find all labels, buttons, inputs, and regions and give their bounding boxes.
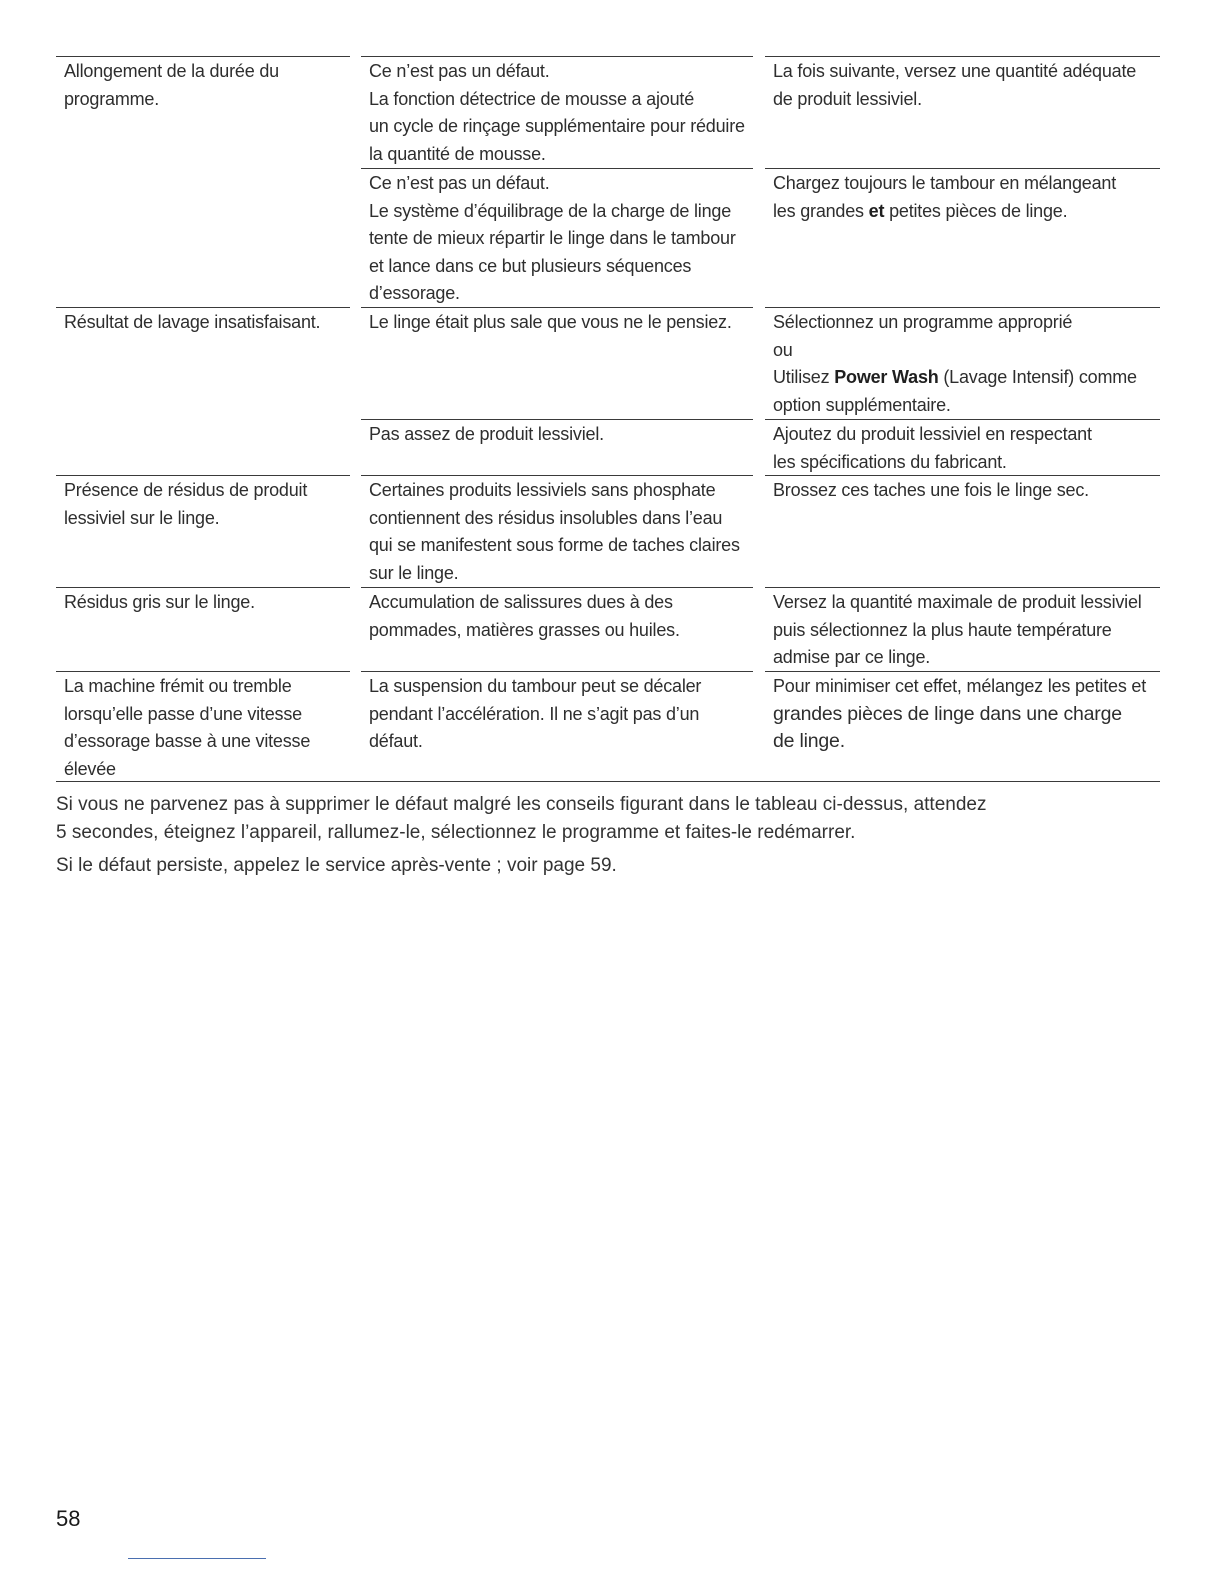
- emphasis-text: Power Wash: [834, 367, 939, 387]
- table-text: Résultat de lavage insatisfaisant.: [64, 312, 321, 332]
- note-text: Si vous ne parvenez pas à supprimer le défaut malgré les conseils figurant dans le tableau ci-dessus, attendez: [56, 794, 987, 815]
- problem-cell-duration: [56, 56, 350, 113]
- table-text: lessiviel sur le linge.: [64, 507, 220, 528]
- note-text: 5 secondes, éteignez l’appareil, rallumez-le, sélectionnez le programme et faites-le redémarrer.: [56, 821, 856, 843]
- table-text: d’essorage.: [369, 283, 460, 303]
- table-text: Chargez toujours le tambour en mélangeant: [773, 173, 1117, 193]
- table-text: Ce n’est pas un défaut.: [369, 61, 550, 81]
- note-paragraph-restart: [56, 791, 1166, 846]
- table-text: grandes pièces de linge dans une charge: [773, 702, 1122, 725]
- table-text: Pour minimiser cet effet, mélangez les petites et: [773, 676, 1147, 696]
- table-text: les grandes: [773, 200, 869, 221]
- cause-cell-dirty: [361, 307, 753, 337]
- footer-rule: [128, 1558, 266, 1559]
- table-text: tente de mieux répartir le linge dans le tambour: [369, 228, 736, 248]
- problem-cell-residue: [56, 475, 350, 532]
- note-paragraph-service: [56, 852, 1166, 880]
- table-text: Utilisez: [773, 367, 835, 387]
- table-text: pendant l’accélération. Il ne s’agit pas d’un: [369, 703, 700, 724]
- table-text: contiennent des résidus insolubles dans l’eau: [369, 507, 723, 528]
- cause-cell-vibration: [361, 671, 753, 756]
- table-text: Le linge était plus sale que vous ne le pensiez.: [369, 312, 732, 332]
- table-text: option supplémentaire.: [773, 394, 951, 415]
- table-text: Allongement de la durée du: [64, 61, 279, 81]
- remedy-cell-detergent: [765, 419, 1160, 476]
- cause-cell-foam: [361, 56, 753, 168]
- table-text: un cycle de rinçage supplémentaire pour réduire: [369, 116, 745, 136]
- table-text: Présence de résidus de produit: [64, 480, 308, 500]
- table-text: (Lavage Intensif) comme: [938, 367, 1137, 387]
- table-text: petites pièces de linge.: [884, 200, 1068, 221]
- remedy-cell-grey: [765, 587, 1160, 672]
- table-text: programme.: [64, 88, 160, 109]
- remedy-cell-foam: [765, 56, 1160, 113]
- table-text: Versez la quantité maximale de produit lessiviel: [773, 592, 1142, 612]
- problem-cell-wash-result: [56, 307, 350, 337]
- table-text: Ajoutez du produit lessiviel en respectant: [773, 424, 1092, 444]
- table-text: La fois suivante, versez une quantité adéquate: [773, 61, 1137, 81]
- table-text: sur le linge.: [369, 562, 459, 583]
- emphasis-text: et: [868, 200, 885, 221]
- table-text: admise par ce linge.: [773, 647, 931, 667]
- table-bottom-rule: [56, 781, 1160, 782]
- table-text: élevée: [64, 758, 116, 779]
- table-text: lorsqu’elle passe d’une vitesse: [64, 703, 302, 724]
- note-text: Si le défaut persiste, appelez le service après-vente ; voir page 59.: [56, 855, 617, 876]
- table-text: défaut.: [369, 731, 423, 751]
- table-text: Pas assez de produit lessiviel.: [369, 424, 604, 444]
- remedy-cell-balance: [765, 168, 1160, 225]
- cause-cell-detergent: [361, 419, 753, 449]
- table-text: les spécifications du fabricant.: [773, 451, 1007, 472]
- table-text: de produit lessiviel.: [773, 88, 922, 109]
- cause-cell-balance: [361, 168, 753, 308]
- table-text: La suspension du tambour peut se décaler: [369, 676, 702, 696]
- remedy-cell-dirty: [765, 307, 1160, 419]
- table-text: La machine frémit ou tremble: [64, 676, 292, 696]
- remedy-cell-vibration: [765, 671, 1160, 756]
- table-text: Sélectionnez un programme approprié: [773, 312, 1073, 332]
- problem-cell-vibration: [56, 671, 350, 783]
- table-text: Ce n’est pas un défaut.: [369, 173, 550, 193]
- cause-cell-residue: [361, 475, 753, 587]
- table-text: Certaines produits lessiviels sans phosphate: [369, 480, 716, 500]
- table-text: pommades, matières grasses ou huiles.: [369, 619, 680, 640]
- problem-cell-grey: [56, 587, 350, 617]
- remedy-cell-residue: [765, 475, 1160, 505]
- table-text: Accumulation de salissures dues à des: [369, 592, 673, 612]
- table-text: Le système d’équilibrage de la charge de linge: [369, 200, 732, 221]
- table-text: et lance dans ce but plusieurs séquences: [369, 255, 692, 276]
- table-text: la quantité de mousse.: [369, 143, 546, 164]
- page-number: 58: [56, 1506, 81, 1531]
- table-text: qui se manifestent sous forme de taches claires: [369, 535, 740, 555]
- table-text: de linge.: [773, 730, 845, 752]
- table-text: [773, 364, 1152, 392]
- table-text: puis sélectionnez la plus haute température: [773, 619, 1112, 640]
- table-text: Résidus gris sur le linge.: [64, 592, 255, 612]
- table-text: La fonction détectrice de mousse a ajouté: [369, 88, 695, 109]
- table-text: Brossez ces taches une fois le linge sec.: [773, 480, 1089, 500]
- table-text: [773, 198, 1152, 226]
- table-text: ou: [773, 339, 793, 360]
- cause-cell-grey: [361, 587, 753, 644]
- table-text: d’essorage basse à une vitesse: [64, 731, 311, 751]
